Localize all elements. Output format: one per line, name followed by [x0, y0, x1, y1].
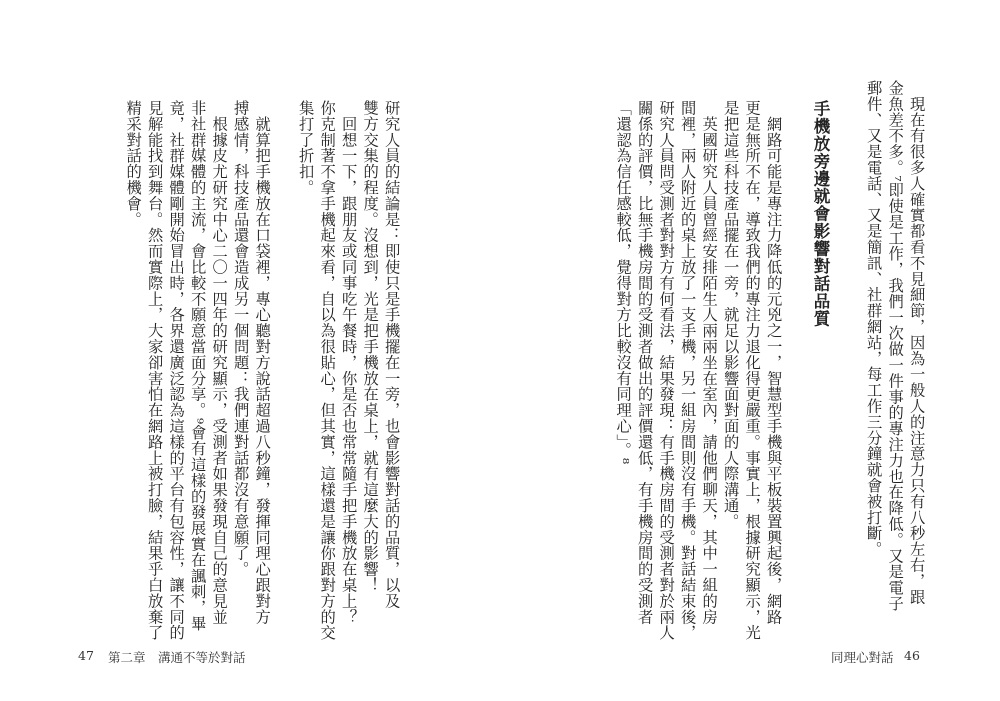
right-line-2: 金魚差不多。⁷即使是工作，我們一次做一件事的專注力也在降低。又是電子 [886, 80, 905, 612]
left-line-4: 你克制著不拿手機起來看，自以為很貼心，但其實，這樣還是讓你跟對方的交 [318, 100, 337, 641]
left-line-7: 搏感情，科技產品還會造成另一個問題：我們連對話都沒有意願了。 [231, 100, 250, 577]
footer-page-number-right: 46 [904, 648, 920, 663]
left-line-9: 非社群媒體的主流，會比較不願意當面分享。⁹會有這樣的發展實在諷刺，畢 [188, 100, 207, 632]
left-line-10: 竟，社群媒體剛開始冒出時，各界還廣泛認為這樣的平台有包容性，讓不同的 [167, 100, 186, 641]
left-line-11: 見解能找到舞台。然而實際上，大家卻害怕在網路上被打臉，結果乎白放棄了 [145, 100, 164, 641]
footer-chapter-title: 第二章 溝通不等於對話 [108, 650, 246, 665]
left-line-1: 研究人員的結論是：即使只是手機擺在一旁，也會影響對話的品質，以及 [382, 100, 401, 609]
left-line-5: 集打了折扣。 [296, 100, 315, 196]
right-line-5: 更是無所不在，導致我們的專注力退化得更嚴重。事實上，根據研究顯示，光 [743, 100, 762, 641]
right-line-10: 關係的評價，比無手機房間的受測者做出的評價還低，有手機房間的受測者 [635, 100, 654, 625]
left-line-8: 根據皮尤研究中心二〇一四年的研究顯示，受測者如果發現自己的意見並 [210, 100, 229, 625]
left-line-2: 雙方交集的程度。沒想到，光是把手機放在桌上，就有這麼大的影響！ [361, 100, 380, 593]
section-heading: 手機放旁邊就會影響對話品質 [811, 100, 830, 328]
right-line-3: 郵件、又是電話、又是簡訊、社群網站，每工作三分鐘就會被打斷。 [864, 80, 883, 557]
footer-page-number-left: 47 [78, 648, 94, 663]
left-line-6: 就算把手機放在口袋裡，專心聽對方說話超過八秒鐘，發揮同理心跟對方 [253, 100, 272, 625]
right-line-8: 間裡，兩人附近的桌上放了一支手機，另一組房間則沒有手機。對話結束後， [678, 100, 697, 641]
left-line-12: 精采對話的機會。 [124, 100, 143, 228]
footer-book-title: 同理心對話 [831, 650, 894, 665]
left-line-3: 回想一下，跟朋友或同事吃午餐時，你是否也常常隨手把手機放在桌上？ [339, 100, 358, 625]
right-line-6: 是把這些科技產品擺在一旁，就足以影響面對面的人際溝通。 [721, 100, 740, 530]
right-line-7: 英國研究人員曾經安排陌生人兩兩坐在室內，請他們聊天，其中一組的房 [700, 100, 719, 625]
right-line-1: 現在有很多人確實都看不見細節，因為一般人的注意力只有八秒左右，跟 [907, 80, 926, 605]
right-line-9: 研究人員問受測者對對方有何看法，結果發現：有手機房間的受測者對於兩人 [657, 100, 676, 641]
right-line-11: 「還認為信任感較低，覺得對方比較沒有同理心」。⁸ [614, 100, 633, 465]
right-line-4: 網路可能是專注力降低的元兇之一，智慧型手機與平板裝置興起後，網路 [764, 100, 783, 625]
